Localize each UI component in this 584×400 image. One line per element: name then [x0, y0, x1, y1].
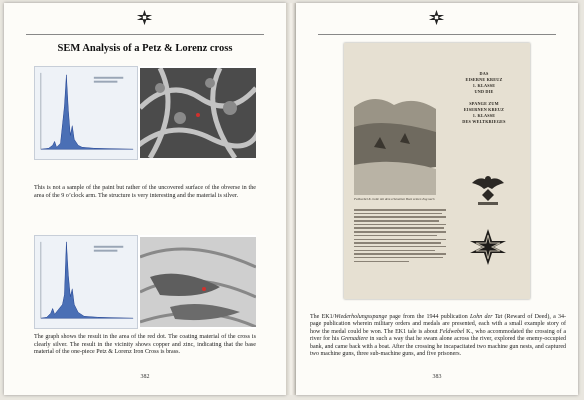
right-page — [296, 3, 578, 395]
iron-cross-icon — [428, 9, 445, 26]
figure-1-caption: This is not a sample of the paint but rather of the uncovered surface of the obverse in the area of the 9 o’clock arm. The structure is very interesting and the material is silver. — [34, 185, 256, 199]
sem-micrograph-2 — [140, 237, 256, 327]
page-title: SEM Analysis of a Petz & Lorenz cross — [57, 43, 233, 54]
book-gutter — [286, 3, 296, 395]
scan-body-text — [354, 209, 446, 289]
header-rule — [318, 34, 556, 35]
page-number-left: 382 — [140, 374, 150, 380]
scan-heading: DAS EISERNE KREUZ 1. KLASSE UND DIE SPANGE ZUM EISERNEN KREUZ 1. KLASSE DES WELTKRIEGES — [462, 71, 506, 124]
iron-cross-icon — [136, 9, 153, 26]
lohn-der-tat-page-scan — [344, 43, 530, 299]
eagle-spange-icon — [468, 169, 508, 209]
scan-illustration-caption: Feldwebel K. holte mit dem erbeuteten Boot seinen Zug nach — [354, 197, 435, 201]
sem-micrograph-1 — [140, 68, 256, 158]
figure-2-caption: The graph shows the result in the area of the red dot. The coating material of the cross is clearly silver. The result in the vicinity shows copper and zinc, indicating that the base material of the one-piece Petz & Lorenz Iron Cross is brass. — [34, 334, 256, 356]
iron-cross-medal-icon — [468, 227, 508, 267]
page-number-right: 383 — [432, 374, 442, 380]
sem-figure-2 — [34, 235, 256, 329]
left-page — [4, 3, 286, 395]
sem-spectrum-chart-2 — [34, 235, 138, 329]
river-crossing-illustration — [354, 87, 436, 195]
sem-spectrum-chart-1 — [34, 66, 138, 160]
sem-figure-1 — [34, 66, 256, 160]
header-rule — [26, 34, 264, 35]
right-page-text: The EK1/Wiederholungsspange page from the 1944 publication Lohn der Tat (Reward of Deed), a 34-page publication wherein military orders and medals are presented, each with a small example story of how the medal could be won. The EK1 tale is about Feldwebel K., who accommodated the crossing of a river for his Grenadiere in such a way that he swam alone across the river, explored the enemy-occupied bank, and came back with a boat. After the crossing he incapacitated two machine gun nests, and captured two machine guns, three sub-machine guns, and five prisoners. — [310, 314, 567, 358]
